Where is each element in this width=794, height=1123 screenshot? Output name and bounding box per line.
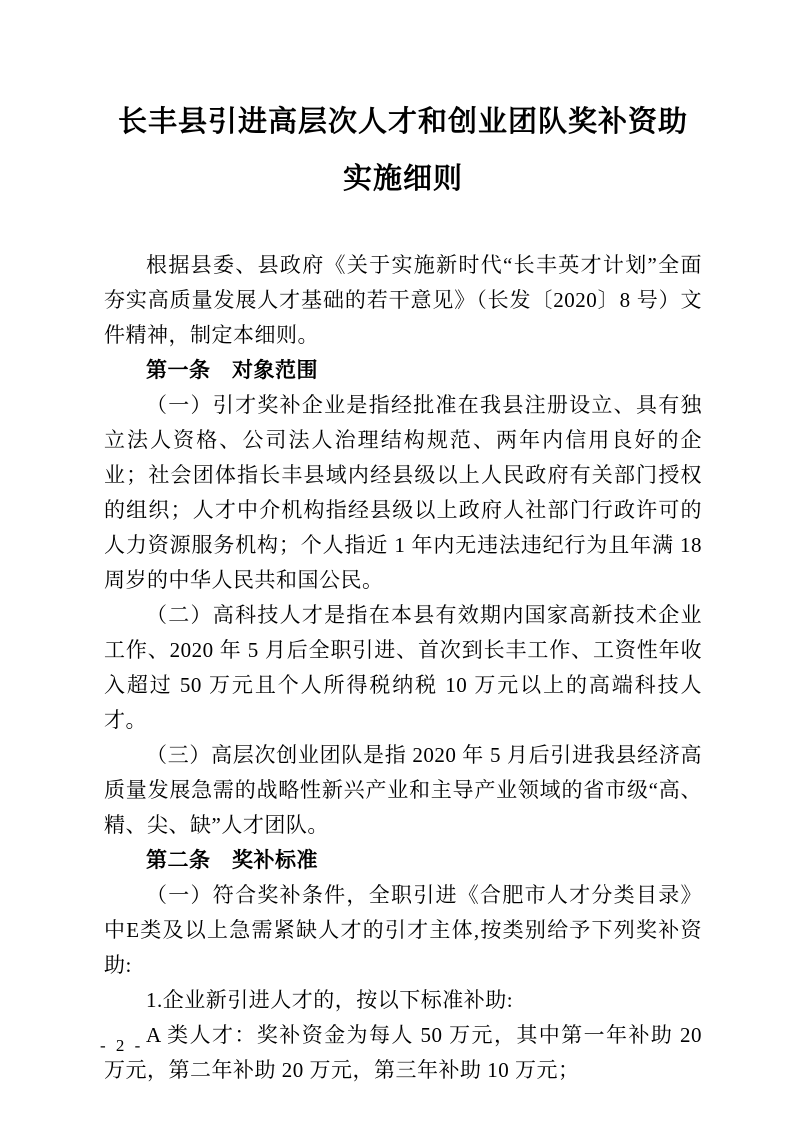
document-title-line1: 长丰县引进高层次人才和创业团队奖补资助 [117, 106, 688, 138]
document-title [104, 94, 702, 208]
document-body [104, 248, 702, 1088]
paragraph-article1-item3: （三）高层次创业团队是指 2020 年 5 月后引进我县经济高质量发展急需的战略性新兴产业和主导产业领域的省市级“高、精、尖、缺”人才团队。 [104, 743, 702, 837]
document-content [104, 94, 702, 1088]
paragraph-article2-sub1: 1.企业新引进人才的，按以下标准补助: [146, 988, 514, 1012]
paragraph-article1-item1: （一）引才奖补企业是指经批准在我县注册设立、具有独立法人资格、公司法人治理结构规范、两年内信用良好的企业；社会团体指长丰县域内经县级以上人民政府有关部门授权的组织；人才中介机构指经县级以上政府人社部门行政许可的人力资源服务机构；个人指近 1 年内无违法违纪行为且年满 18 周岁的中华人民共和国公民。 [104, 393, 702, 592]
section-heading-article-1: 第一条 对象范围 [146, 358, 318, 382]
paragraph-article2-item1: （一）符合奖补条件，全职引进《合肥市人才分类目录》中E类及以上急需紧缺人才的引才主体,按类别给予下列奖补资助: [104, 883, 702, 977]
paragraph-article1-item2: （二）高科技人才是指在本县有效期内国家高新技术企业工作、2020 年 5 月后全职引进、首次到长丰工作、工资性年收入超过 50 万元且个人所得税纳税 10 万元以上的高端科技人才。 [104, 603, 702, 732]
paragraph-article2-class-a: A 类人才：奖补资金为每人 50 万元，其中第一年补助 20 万元，第二年补助 20 万元，第三年补助 10 万元； [104, 1023, 702, 1082]
section-heading-article-2: 第二条 奖补标准 [146, 848, 318, 872]
paragraph-intro: 根据县委、县政府《关于实施新时代“长丰英才计划”全面夯实高质量发展人才基础的若干意见》（长发〔2020〕8 号）文件精神，制定本细则。 [104, 253, 702, 347]
document-title-line2: 实施细则 [342, 163, 463, 195]
page-number: - 2 - [100, 1036, 144, 1055]
